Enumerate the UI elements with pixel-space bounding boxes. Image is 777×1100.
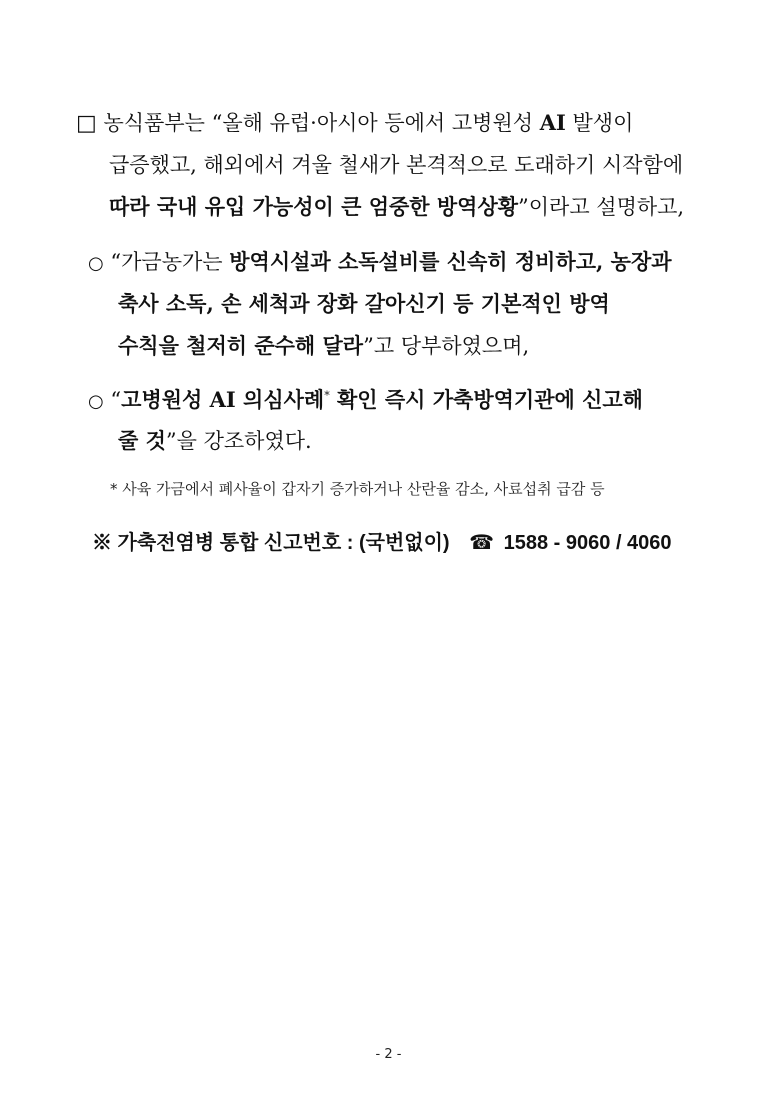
section1-text-b: 발생이 — [565, 111, 634, 135]
section1-line3-rest: ”이라고 설명하고, — [518, 195, 685, 219]
section1-line2-text: 급증했고, 해외에서 겨울 철새가 본격적으로 도래하기 시작함에 — [109, 153, 684, 177]
section1-line3-bold: 따라 국내 유입 가능성이 큰 엄중한 방역상황 — [109, 194, 519, 219]
section2-line2 — [118, 291, 610, 317]
section2-line3 — [118, 333, 529, 359]
circle-bullet-icon: ○ — [88, 253, 104, 274]
hotline-prefix: ※ 가축전염병 통합 신고번호 : (국번없이) — [92, 532, 450, 554]
circle-bullet-icon: ○ — [88, 391, 104, 412]
section3-line2-rest: ”을 강조하였다. — [165, 429, 312, 453]
hotline-number: 1588 - 9060 / 4060 — [503, 532, 672, 554]
section2-line1-bold: 방역시설과 소독설비를 신속히 정비하고, 농장과 — [229, 249, 672, 274]
section1-text-a: 농식품부는 “올해 유럽·아시아 등에서 고병원성 — [103, 111, 540, 135]
footnote: * 사육 가금에서 폐사율이 갑자기 증가하거나 산란율 감소, 사료섭취 급감 등 — [110, 480, 605, 498]
section2-line1-a: “가금농가는 — [110, 250, 230, 274]
section3-line1-a: “ — [110, 388, 122, 412]
section2-line3-bold: 수칙을 철저히 준수해 달라 — [118, 333, 364, 358]
section1-ai: AI — [539, 110, 566, 135]
section1-line1 — [76, 110, 633, 137]
section3-line2-bold: 줄 것 — [118, 428, 166, 453]
section3-line1-bold: 고병원성 AI 의심사례 — [121, 387, 325, 412]
page-number: - 2 - — [375, 1047, 402, 1062]
section2-line2-text: 축사 소독, 손 세척과 장화 갈아신기 등 기본적인 방역 — [118, 291, 610, 316]
section2-line1 — [88, 249, 672, 277]
checkbox-square-icon: □ — [76, 111, 97, 136]
section1-line3 — [109, 194, 684, 220]
section3-line1 — [88, 387, 643, 415]
footnote-marker: * — [324, 389, 330, 402]
section3-line1-c: 확인 즉시 가축방역기관에 신고해 — [329, 387, 643, 412]
section3-line2 — [118, 428, 312, 454]
report-hotline — [92, 529, 672, 556]
phone-icon: ☎ — [469, 530, 495, 554]
section1-line2 — [109, 152, 683, 178]
section2-line3-rest: ”고 당부하였으며, — [363, 334, 530, 358]
